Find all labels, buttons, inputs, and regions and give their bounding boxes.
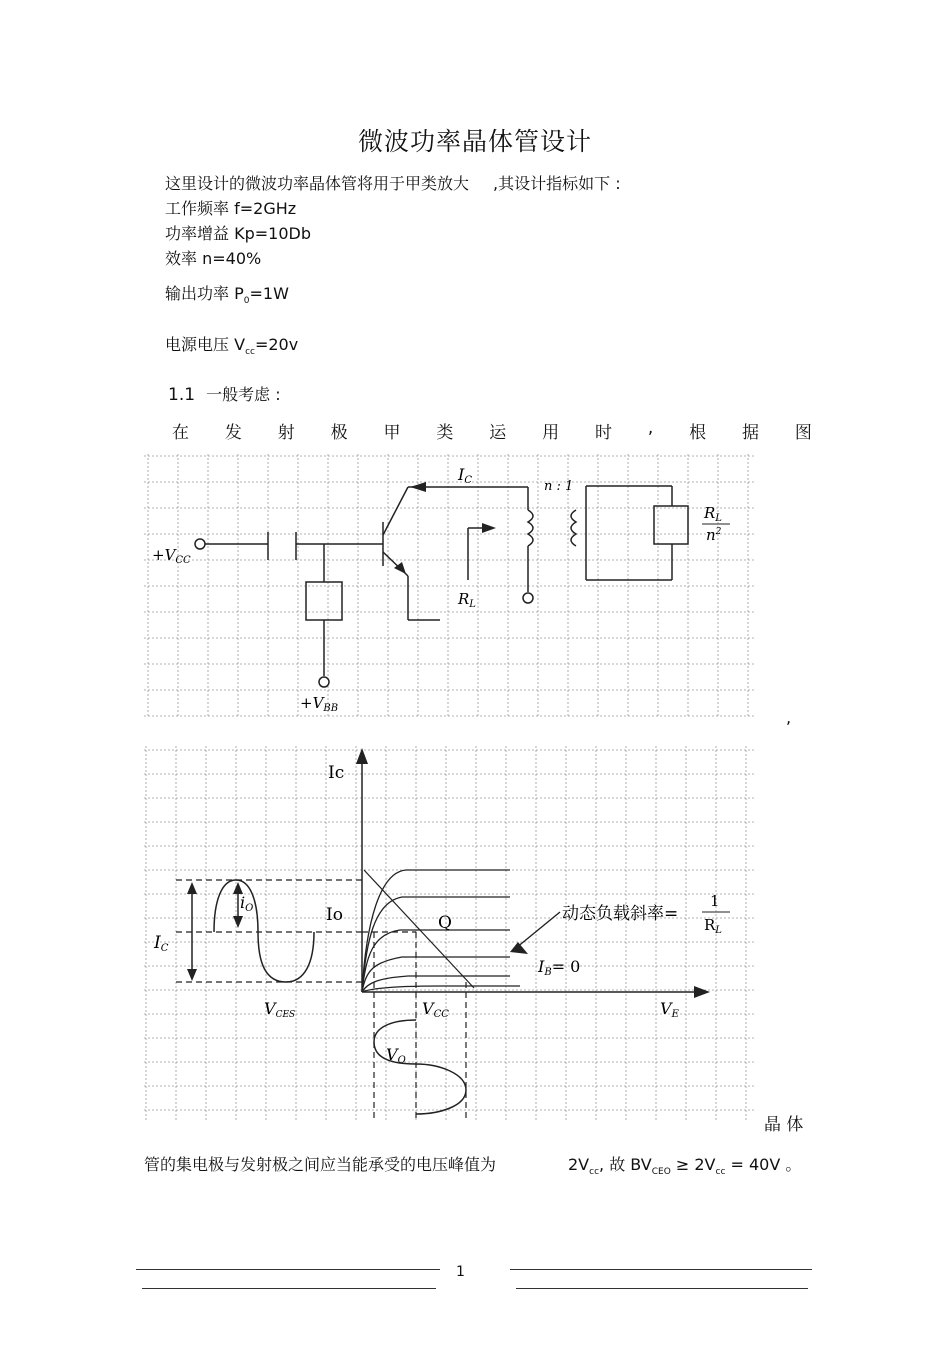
spec-label: 效率 — [165, 249, 198, 268]
label-vcc: VCC — [422, 999, 449, 1020]
formula-part: = 40V 。 — [725, 1155, 802, 1174]
label-vbb: $+V_{BB}$ — [300, 694, 339, 714]
x-axis-arrow — [694, 986, 710, 998]
spec-label: 工作频率 — [165, 199, 230, 218]
spec-value: f=2GHz — [234, 199, 297, 218]
char: 运 — [489, 423, 507, 443]
spec-frequency — [165, 196, 296, 219]
intro-line — [165, 171, 621, 194]
characteristic-curves-diagram — [140, 742, 770, 1124]
char: 类 — [436, 423, 454, 443]
spec-label: 功率增益 — [165, 224, 230, 243]
label-ib-zero: IB= 0 — [538, 957, 581, 978]
char: 发 — [224, 423, 242, 443]
subscript: cc — [245, 347, 255, 357]
dimension-arrowheads — [187, 882, 243, 981]
char: 据 — [742, 423, 760, 443]
label-ic: IC — [458, 465, 472, 486]
final-text-line — [144, 1152, 496, 1175]
subscript: 0 — [243, 296, 250, 306]
intro-text-a: 这里设计的微波功率晶体管将用于甲类放大 — [165, 174, 470, 193]
label-rl: $R_L$ — [458, 590, 476, 610]
char: 射 — [277, 423, 295, 443]
label-ic-big: IC — [154, 933, 169, 954]
spec-label: 输出功率 — [165, 284, 230, 303]
slope-arrow-shaft — [516, 912, 560, 948]
char: 时 — [595, 423, 612, 443]
spec-value: =20v — [254, 335, 299, 354]
label-q: Q — [438, 913, 452, 933]
load-line — [364, 870, 474, 988]
footer-rule-right-top — [510, 1269, 812, 1270]
y-axis-arrow — [356, 748, 368, 764]
label-slope-numerator: 1 — [710, 892, 720, 910]
label-rl-over-n2-den: $n^2$ — [706, 526, 722, 544]
final-formula — [568, 1152, 801, 1175]
char: 在 — [172, 423, 189, 443]
char: 用 — [542, 423, 560, 443]
label-slope: 动态负载斜率= — [562, 904, 679, 924]
formula-part: ≥ 2V — [670, 1155, 716, 1174]
text-after-figure: 晶 体 — [764, 1115, 804, 1135]
spec-supply-voltage — [165, 332, 298, 355]
char: , — [647, 418, 654, 438]
label-turns-ratio: n : 1 — [544, 479, 574, 494]
symbol: P — [234, 284, 244, 303]
label-i-o: iO — [240, 893, 254, 914]
label-io: Io — [326, 905, 343, 925]
label-vcc: $+V_{CC}$ — [152, 546, 191, 566]
label-vo: VO — [386, 1045, 406, 1066]
label-rl-over-n2-num: $R_L$ — [704, 504, 722, 524]
label-ve: VE — [660, 999, 679, 1020]
subscript: CEO — [651, 1167, 671, 1177]
justified-text-line — [172, 418, 812, 443]
spec-value: Kp=10Db — [234, 224, 311, 243]
spec-gain — [165, 221, 311, 244]
grid-background — [144, 454, 754, 716]
comma: , — [786, 708, 792, 727]
footer-rule-left-top — [136, 1269, 440, 1270]
final-text: 管的集电极与发射极之间应当能承受的电压峰值为 — [144, 1155, 497, 1174]
char: 极 — [330, 423, 348, 443]
spec-value: n=40% — [202, 249, 262, 268]
page-title: 微波功率晶体管设计 — [357, 127, 592, 156]
intro-text-b: ,其设计指标如下 : — [493, 174, 621, 193]
label-ic-axis: Ic — [328, 763, 345, 783]
footer-rule-right-bottom — [516, 1288, 808, 1289]
slope-arrow-head — [510, 942, 528, 954]
char: 根 — [689, 423, 707, 443]
subscript: cc — [589, 1167, 600, 1177]
spec-value: =1W — [249, 284, 289, 303]
section-title: 一般考虑 : — [206, 385, 281, 404]
circuit-diagram — [140, 450, 770, 720]
axes — [362, 754, 700, 992]
section-heading — [168, 382, 281, 405]
circuit-wires — [195, 486, 688, 687]
label-vces: VCES — [264, 999, 296, 1020]
label-slope-denominator: $R_L$ — [704, 916, 722, 936]
char: 甲 — [383, 423, 401, 443]
grid-background — [144, 746, 754, 1120]
spec-efficiency — [165, 246, 261, 269]
formula-part: , 故 BV — [599, 1155, 652, 1174]
spec-label: 电源电压 — [165, 335, 230, 354]
page-number: 1 — [456, 1264, 465, 1280]
formula-part: 2V — [568, 1155, 590, 1174]
subscript: cc — [715, 1167, 726, 1177]
symbol: V — [234, 335, 246, 354]
section-number: 1.1 — [168, 385, 196, 405]
spec-output-power — [165, 281, 289, 304]
char: 图 — [794, 423, 812, 443]
footer-rule-left-bottom — [142, 1288, 436, 1289]
